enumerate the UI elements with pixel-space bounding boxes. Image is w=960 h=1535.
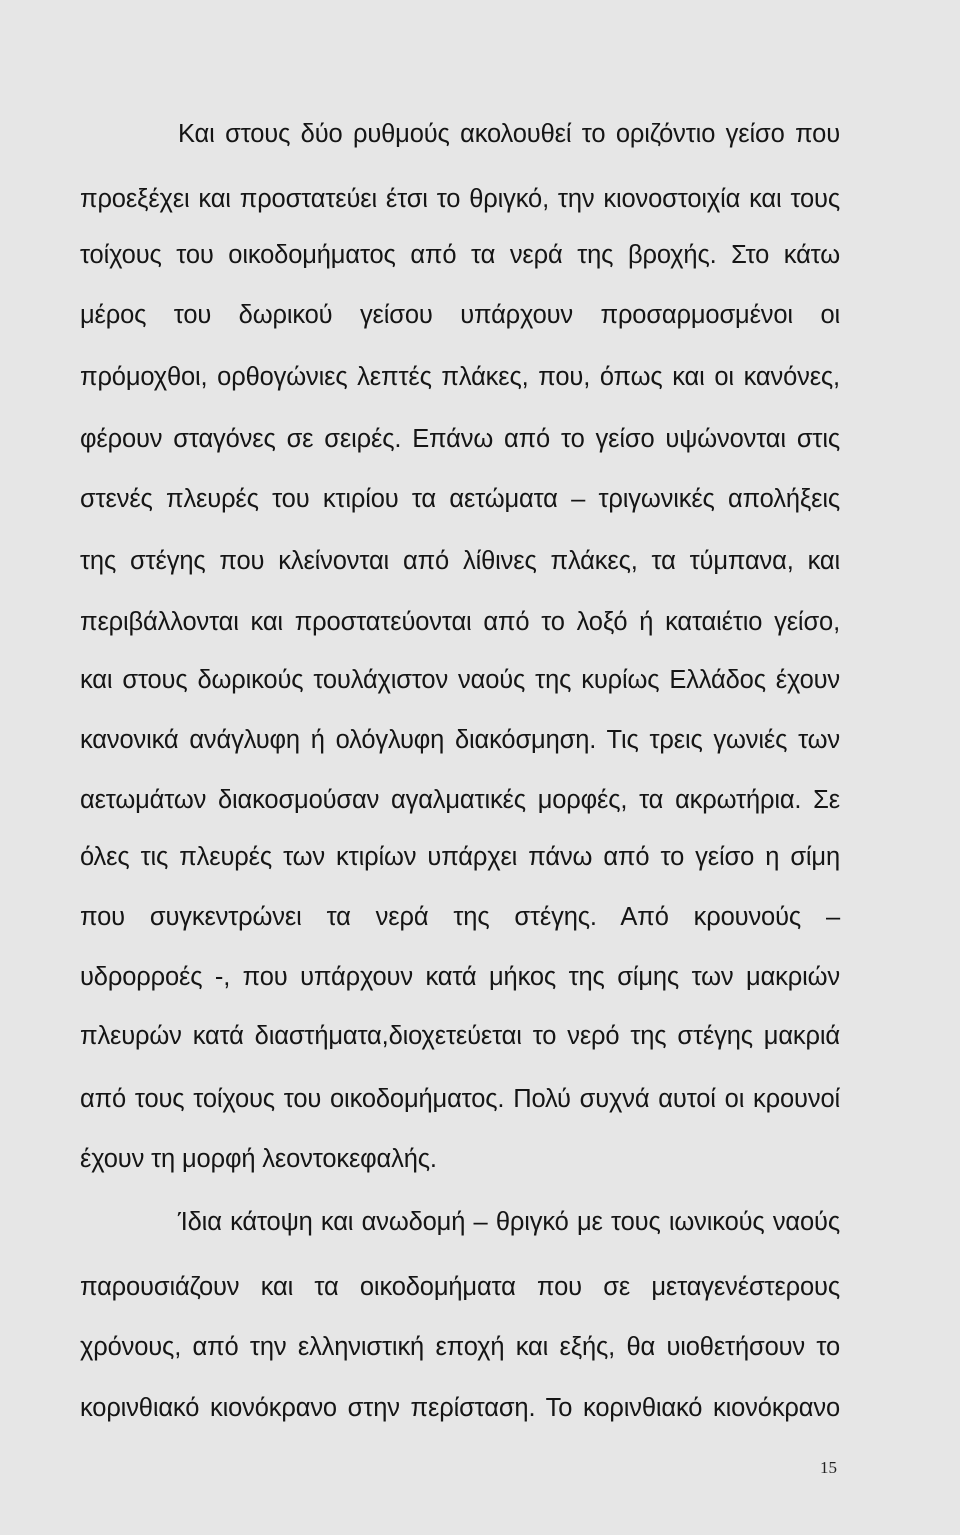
text-line: έχουν τη μορφή λεοντοκεφαλής. (80, 1145, 437, 1173)
text-line: περιβάλλονται και προστατεύονται από το λοξό ή καταιέτιο γείσο, (80, 608, 840, 636)
text-line: μέρος του δωρικού γείσου υπάρχουν προσαρμοσμένοι οι (80, 301, 840, 329)
text-line: και στους δωρικούς τουλάχιστον ναούς της κυρίως Ελλάδος έχουν (80, 666, 840, 694)
text-line: τοίχους του οικοδομήματος από τα νερά της βροχής. Στο κάτω (80, 241, 840, 269)
text-line: κορινθιακό κιονόκρανο στην περίσταση. Το κορινθιακό κιονόκρανο (80, 1394, 840, 1422)
text-line: Και στους δύο ρυθμούς ακολουθεί το οριζόντιο γείσο που (178, 120, 840, 148)
text-line: παρουσιάζουν και τα οικοδομήματα που σε μεταγενέστερους (80, 1273, 840, 1301)
text-line: κανονικά ανάγλυφη ή ολόγλυφη διακόσμηση. Τις τρεις γωνιές των (80, 726, 840, 754)
text-line: της στέγης που κλείνονται από λίθινες πλάκες, τα τύμπανα, και (80, 547, 840, 575)
text-line: που συγκεντρώνει τα νερά της στέγης. Από κρουνούς – (80, 903, 840, 931)
text-line: πρόμοχθοι, ορθογώνιες λεπτές πλάκες, που, όπως και οι κανόνες, (80, 363, 840, 391)
page-number: 15 (820, 1458, 837, 1477)
text-line: Ίδια κάτοψη και ανωδομή – θριγκό με τους ιωνικούς ναούς (178, 1208, 840, 1236)
text-line: προεξέχει και προστατεύει έτσι το θριγκό, την κιονοστοιχία και τους (80, 185, 840, 213)
text-line: από τους τοίχους του οικοδομήματος. Πολύ συχνά αυτοί οι κρουνοί (80, 1085, 840, 1113)
text-line: αετωμάτων διακοσμούσαν αγαλματικές μορφές, τα ακρωτήρια. Σε (80, 786, 840, 814)
text-line: χρόνους, από την ελληνιστική εποχή και εξής, θα υιοθετήσουν το (80, 1333, 840, 1361)
text-line: στενές πλευρές του κτιρίου τα αετώματα – τριγωνικές απολήξεις (80, 485, 840, 513)
text-line: πλευρών κατά διαστήματα,διοχετεύεται το νερό της στέγης μακριά (80, 1022, 840, 1050)
text-line: φέρουν σταγόνες σε σειρές. Επάνω από το γείσο υψώνονται στις (80, 425, 840, 453)
text-line: υδρορροές -, που υπάρχουν κατά μήκος της σίμης των μακριών (80, 963, 840, 991)
text-line: όλες τις πλευρές των κτιρίων υπάρχει πάνω από το γείσο η σίμη (80, 843, 840, 871)
